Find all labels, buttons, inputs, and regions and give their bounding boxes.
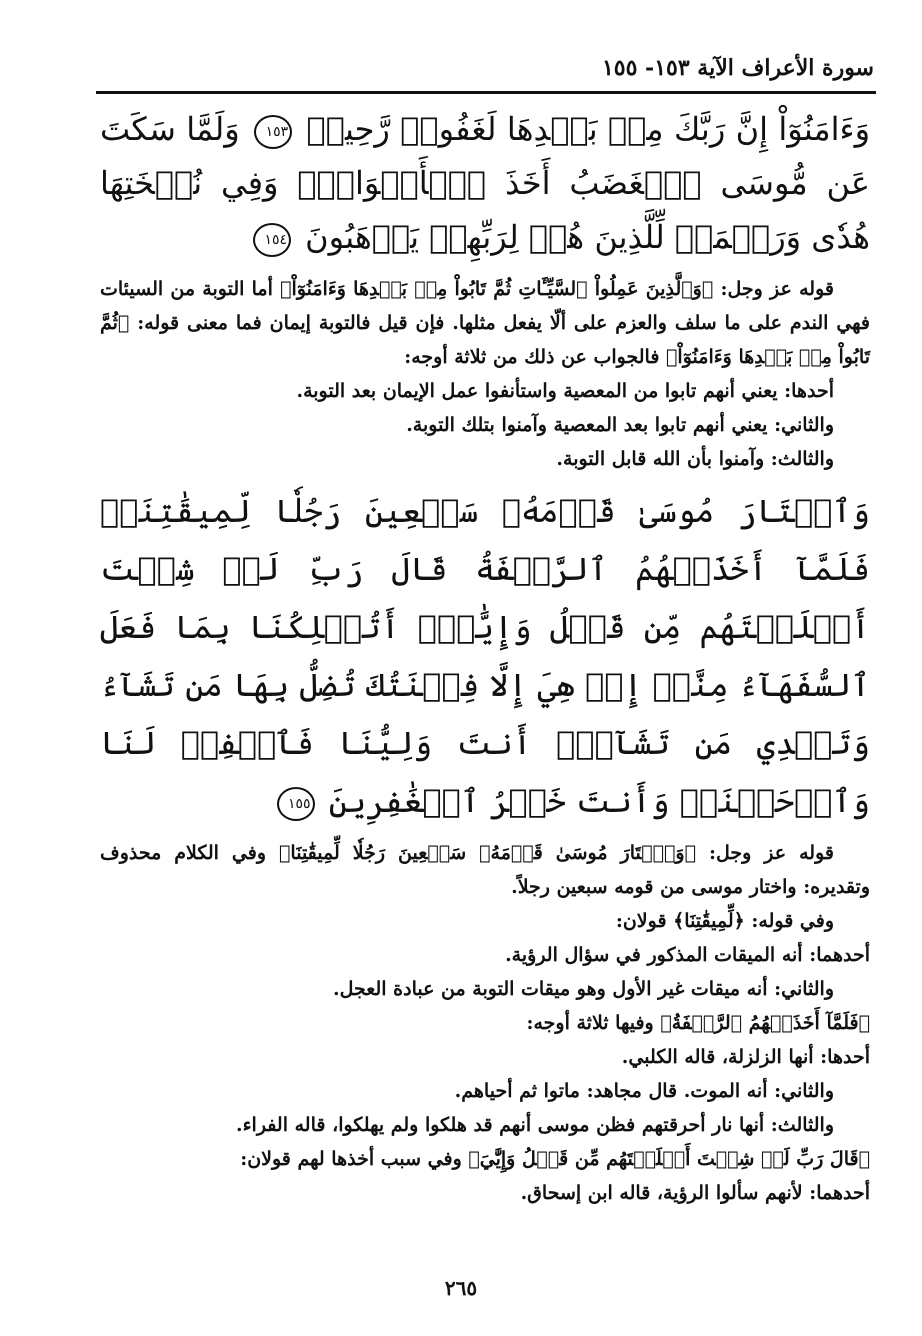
commentary-paragraph: قوله عز وجل: ﴿وَٱلَّذِينَ عَمِلُواْ ٱلسَّيِّـَٔاتِ ثُمَّ تَابُواْ مِنۢ بَعۡدِهَا وَءَامَنُوٓاْ﴾ أما التوبة من السيئات فهي الندم على ما سلف والعزم على ألّا يفعل مثلها. فإن قيل فالتوبة إيمان فما معنى قوله: ﴿ثُمَّ تَابُواْ مِنۢ بَعۡدِهَا وَءَامَنُوٓاْ﴾ فالجواب عن ذلك من ثلاثة أوجه:: [100, 278, 870, 368]
commentary-paragraph: قوله عز وجل: ﴿وَٱخۡتَارَ مُوسَىٰ قَوۡمَهُۥ سَبۡعِينَ رَجُلٗا لِّمِيقَٰتِنَا﴾ وفي الكلام محذوف وتقديره: واختار موسى من قومه سبعين رجلاً.: [100, 842, 870, 898]
commentary-item: والثاني: أنه الموت. قال مجاهد: ماتوا ثم أحياهم.: [454, 1080, 834, 1102]
page-number: ٢٦٥: [444, 1276, 478, 1300]
commentary-item: أحدهما: لأنهم سألوا الرؤية، قاله ابن إسحاق.: [520, 1182, 870, 1204]
page-footer: [0, 1276, 922, 1300]
ayah-number-155: ١٥٥: [277, 787, 315, 821]
verse-155-text: وَٱخۡتَارَ مُوسَىٰ قَوۡمَهُۥ سَبۡعِينَ رَجُلٗا لِّمِيقَٰتِنَاۖ فَلَمَّآ أَخَذَتۡهُمُ ٱلرَّجۡفَةُ قَالَ رَبِّ لَوۡ شِئۡتَ أَهۡلَكۡتَهُم مِّن قَبۡلُ وَإِيَّٰيَۖ أَتُهۡلِكُنَا بِمَا فَعَلَ ٱلسُّفَهَآءُ مِنَّآۖ إِنۡ هِيَ إِلَّا فِتۡنَتُكَ تُضِلُّ بِهَا مَن تَشَآءُ وَتَهۡدِي مَن تَشَآءُۖ أَنتَ وَلِيُّنَا فَٱغۡفِرۡ لَنَا وَٱرۡحَمۡنَاۖ وَأَنتَ خَيۡرُ ٱلۡغَٰفِرِينَ: [100, 492, 871, 820]
commentary-item: والثاني: يعني أنهم تابوا بعد المعصية وآمنوا بتلك التوبة.: [406, 414, 834, 436]
ayah-number-153: ١٥٣: [254, 115, 292, 149]
commentary-item: ﴿قَالَ رَبِّ لَوۡ شِئۡتَ أَهۡلَكۡتَهُم مِّن قَبۡلُ وَإِيَّٰيَ﴾ وفي سبب أخذها لهم قولان:: [240, 1148, 870, 1170]
commentary-item: أحدهما: أنه الميقات المذكور في سؤال الرؤية.: [505, 944, 870, 966]
commentary-item: أحدها: أنها الزلزلة، قاله الكلبي.: [621, 1046, 870, 1068]
commentary-item: والثالث: وآمنوا بأن الله قابل التوبة.: [556, 448, 834, 470]
ayah-number-154: ١٥٤: [253, 223, 291, 257]
quran-verse-155: [100, 482, 870, 830]
commentary-item: أحدها: يعني أنهم تابوا من المعصية واستأنفوا عمل الإيمان بعد التوبة.: [296, 380, 834, 402]
commentary-item: والثالث: أنها نار أحرقتهم فظن موسى أنهم قد هلكوا ولم يهلكوا، قاله الفراء.: [236, 1114, 834, 1136]
verse-153-text: وَءَامَنُوٓاْ إِنَّ رَبَّكَ مِنۢ بَعۡدِهَا لَغَفُورٞ رَّحِيمٞ: [306, 110, 871, 148]
header-divider: [96, 91, 876, 94]
commentary-item: وفي قوله: ﴿لِّمِيقَٰتِنَا﴾ قولان:: [615, 910, 834, 932]
page-header: [98, 48, 874, 88]
quran-verses-153-154: [100, 102, 870, 264]
commentary-item: ﴿فَلَمَّآ أَخَذَتۡهُمُ ٱلرَّجۡفَةُ﴾ وفيها ثلاثة أوجه:: [526, 1012, 870, 1034]
verse-154-text: وَلَمَّا سَكَتَ عَن مُّوسَى ٱلۡغَضَبُ أَخَذَ ٱلۡأَلۡوَاحَۖ وَفِي نُسۡخَتِهَا هُدٗى وَرَحۡمَةٞ لِّلَّذِينَ هُمۡ لِرَبِّهِمۡ يَرۡهَبُونَ: [100, 110, 870, 256]
commentary-item: والثاني: أنه ميقات غير الأول وهو ميقات التوبة من عبادة العجل.: [333, 978, 834, 1000]
page-content: [100, 102, 870, 1276]
surah-title: سورة الأعراف الآية ١٥٣- ١٥٥: [601, 55, 874, 81]
